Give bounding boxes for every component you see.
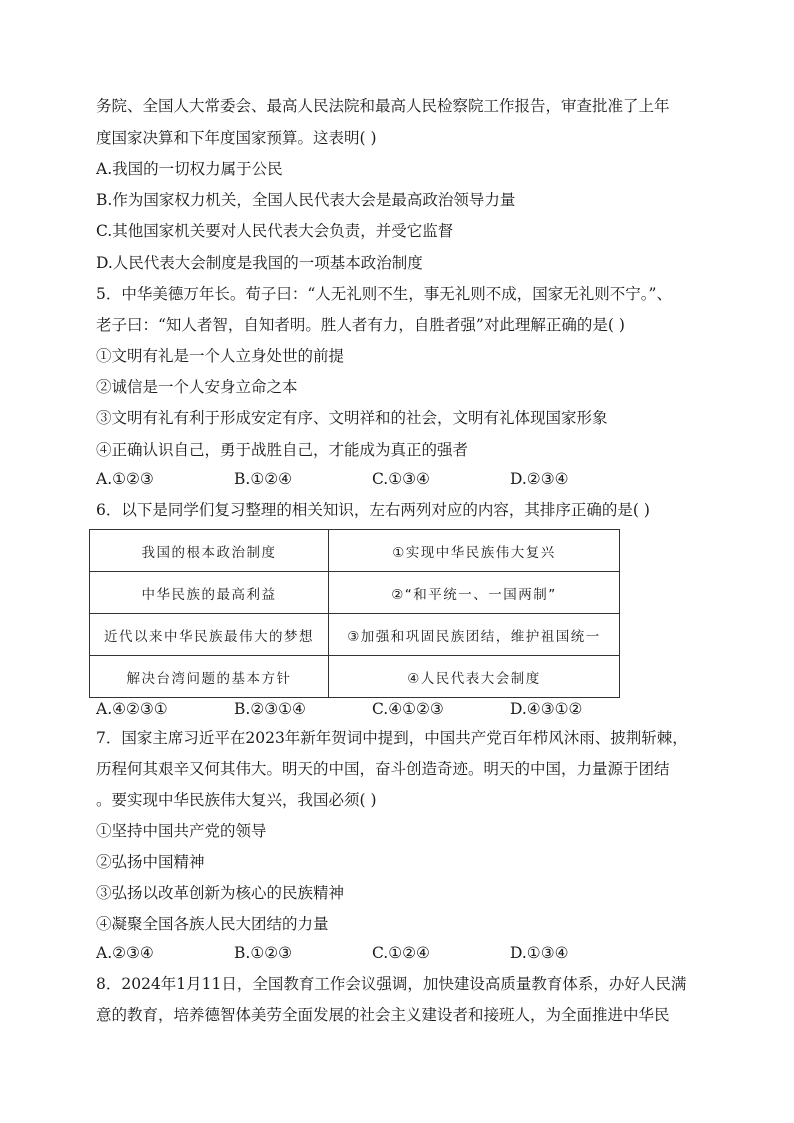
- table-cell: ②“和平统一、一国两制”: [329, 572, 620, 614]
- q7-option-b: B.①②③: [234, 944, 293, 962]
- table-row: [90, 614, 620, 656]
- text-line: 老子曰：“知人者智，自知者明。胜人者有力，自胜者强”对此理解正确的是( ): [96, 316, 625, 334]
- text-line: 度国家决算和下年度国家预算。这表明( ): [96, 129, 377, 147]
- statement-1: ①文明有礼是一个人立身处世的前提: [96, 347, 345, 365]
- table-row: [90, 572, 620, 614]
- table-cell: 近代以来中华民族最伟大的梦想: [90, 614, 329, 656]
- q5-option-a: A.①②③: [96, 470, 154, 488]
- text-line: 。要实现中华民族伟大复兴，我国必须( ): [96, 791, 377, 809]
- statement-4: ④正确认识自己，勇于战胜自己，才能成为真正的强者: [96, 441, 469, 459]
- statement-2: ②诚信是一个人安身立命之本: [96, 378, 298, 396]
- q6-option-d: D.④③①②: [510, 700, 583, 718]
- question-5: 5．中华美德万年长。荀子曰：“人无礼则不生，事无礼则不成，国家无礼则不宁。”、: [96, 285, 672, 303]
- q5-option-d: D.②③④: [510, 470, 569, 488]
- q7-option-a: A.②③④: [96, 944, 154, 962]
- table-cell: ③加强和巩固民族团结，维护祖国统一: [329, 614, 620, 656]
- text-line: 务院、全国人大常委会、最高人民法院和最高人民检察院工作报告，审查批准了上年: [96, 97, 670, 115]
- table-cell: ④人民代表大会制度: [329, 656, 620, 698]
- question-8: 8．2024年1月11日，全国教育工作会议强调，加快建设高质量教育体系，办好人民满: [96, 975, 687, 993]
- table-row: [90, 656, 620, 698]
- table-row: [90, 530, 620, 572]
- statement-4: ④凝聚全国各族人民大团结的力量: [96, 915, 329, 933]
- option-c: C.其他国家机关要对人民代表大会负责，并受它监督: [96, 222, 454, 240]
- statement-3: ③弘扬以改革创新为核心的民族精神: [96, 884, 345, 902]
- question-7: 7．国家主席习近平在2023年新年贺词中提到，中国共产党百年栉风沐雨、披荆斩棘，: [96, 729, 688, 747]
- statement-3: ③文明有礼有利于形成安定有序、文明祥和的社会，文明有礼体现国家形象: [96, 409, 608, 427]
- table-cell: 解决台湾问题的基本方针: [90, 656, 329, 698]
- q5-option-b: B.①②④: [234, 470, 293, 488]
- table-cell: 我国的根本政治制度: [90, 530, 329, 572]
- text-line: 历程何其艰辛又何其伟大。明天的中国，奋斗创造奇迹。明天的中国，力量源于团结: [96, 760, 670, 778]
- option-d: D.人民代表大会制度是我国的一项基本政治制度: [96, 254, 423, 272]
- q7-option-c: C.①②④: [372, 944, 430, 962]
- q6-option-c: C.④①②③: [372, 700, 444, 718]
- question-6: 6．以下是同学们复习整理的相关知识，左右两列对应的内容，其排序正确的是( ): [96, 501, 650, 519]
- statement-2: ②弘扬中国精神: [96, 853, 205, 871]
- table-cell: ①实现中华民族伟大复兴: [329, 530, 620, 572]
- q7-option-d: D.①③④: [510, 944, 569, 962]
- option-b: B.作为国家权力机关，全国人民代表大会是最高政治领导力量: [96, 191, 516, 209]
- text-line: 意的教育，培养德智体美劳全面发展的社会主义建设者和接班人，为全面推进中华民: [96, 1006, 670, 1024]
- statement-1: ①坚持中国共产党的领导: [96, 822, 267, 840]
- q5-option-c: C.①③④: [372, 470, 430, 488]
- q6-option-a: A.④②③①: [96, 700, 168, 718]
- matching-table: [89, 529, 620, 698]
- table-cell: 中华民族的最高利益: [90, 572, 329, 614]
- option-a: A.我国的一切权力属于公民: [96, 160, 283, 178]
- q6-option-b: B.②③①④: [234, 700, 306, 718]
